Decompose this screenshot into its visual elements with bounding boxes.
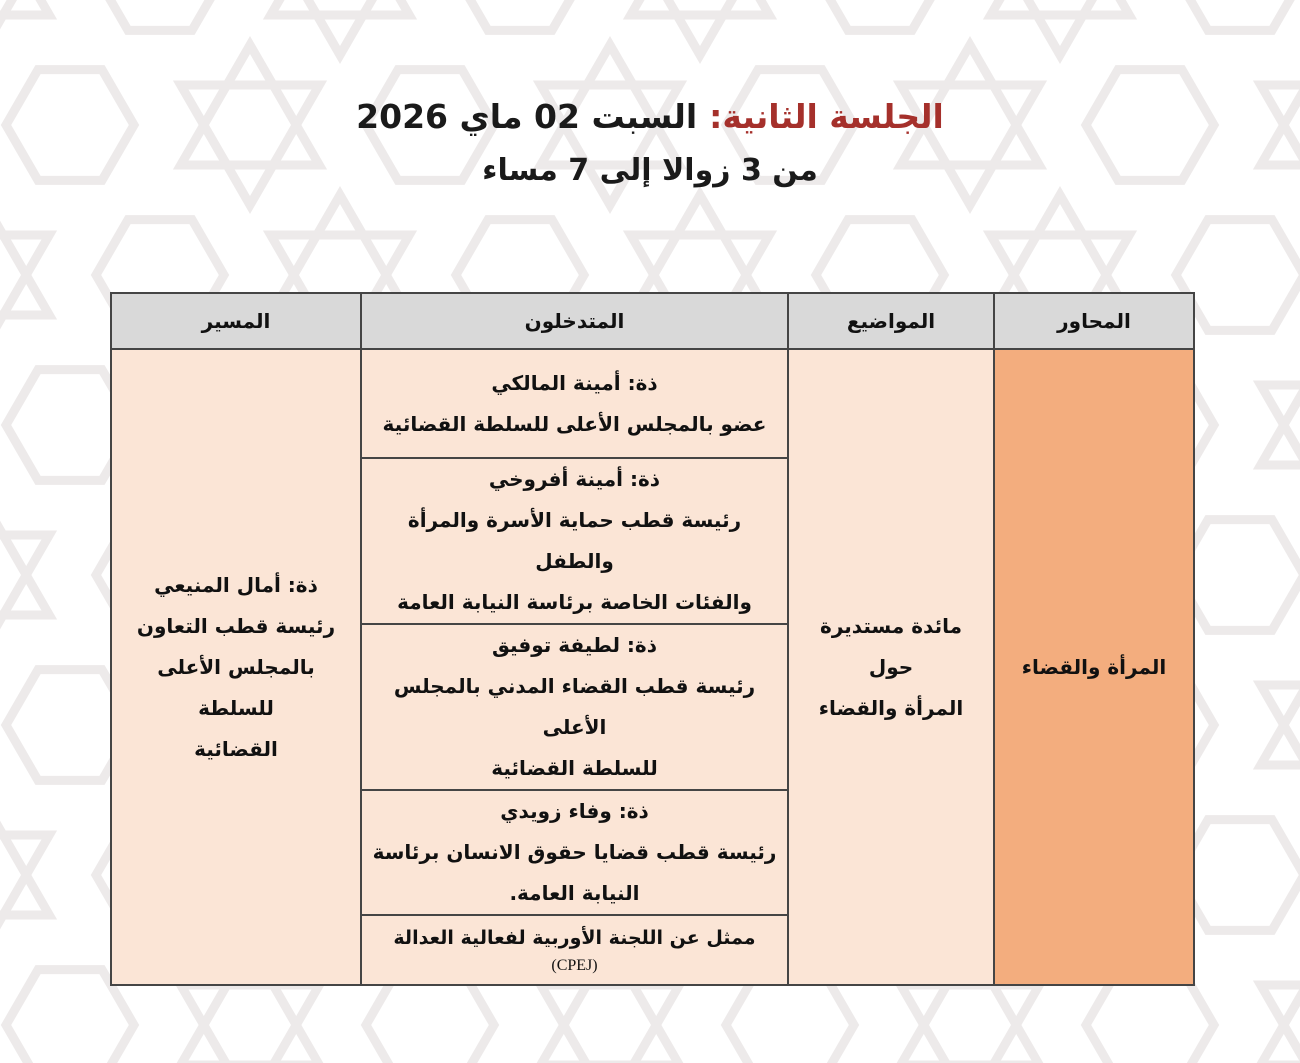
session-title-block [0,94,1300,192]
session-title-highlight: الجلسة الثانية: [709,97,944,136]
speaker-line: ذة: أمينة المالكي [491,370,658,395]
speaker-line: رئيسة قطب قضايا حقوق الانسان برئاسة [372,840,777,864]
header-speakers: المتدخلون [361,293,788,349]
speaker-line: ممثل عن اللجنة الأوربية لفعالية العدالة [393,926,756,949]
speaker-line: رئيسة قطب القضاء المدني بالمجلس الأعلى [393,674,756,739]
header-moderator: المسير [111,293,361,349]
topic-line: المرأة والقضاء [818,695,964,720]
topic-line: مائدة مستديرة حول [820,613,962,679]
speaker-line: والفئات الخاصة برئاسة النيابة العامة [397,590,752,614]
speaker-cell [361,458,788,624]
speaker-line: ذة: لطيفة توفيق [491,633,657,657]
speaker-cell [361,915,788,985]
table-row [111,349,1194,458]
speaker-cell [361,624,788,790]
session-table [110,292,1195,986]
speaker-cell [361,349,788,458]
session-title-date: السبت 02 ماي 2026 [356,97,698,136]
speaker-line: ذة: أمينة أفروخي [488,467,661,491]
session-time: من 3 زوالا إلى 7 مساء [482,153,818,189]
topic-cell [788,349,994,985]
table-header-row [111,293,1194,349]
header-topics: المواضيع [788,293,994,349]
speaker-org-acronym: (CPEJ) [551,957,598,975]
moderator-cell [111,349,361,985]
axis-text: المرأة والقضاء [1021,654,1167,679]
axis-cell [994,349,1194,985]
speaker-line: ذة: وفاء زويدي [500,799,649,823]
speaker-line: عضو بالمجلس الأعلى للسلطة القضائية [382,411,767,436]
speaker-line: للسلطة القضائية [491,756,658,780]
speaker-line: رئيسة قطب حماية الأسرة والمرأة والطفل [407,508,742,573]
moderator-line: رئيسة قطب التعاون [136,613,336,638]
moderator-line: بالمجلس الأعلى للسلطة [157,654,315,720]
header-axes: المحاور [994,293,1194,349]
speaker-cell [361,790,788,915]
moderator-line: القضائية [194,736,278,761]
session-title [0,94,1300,140]
speaker-line: النيابة العامة. [509,881,640,905]
moderator-line: ذة: أمال المنيعي [154,572,318,597]
